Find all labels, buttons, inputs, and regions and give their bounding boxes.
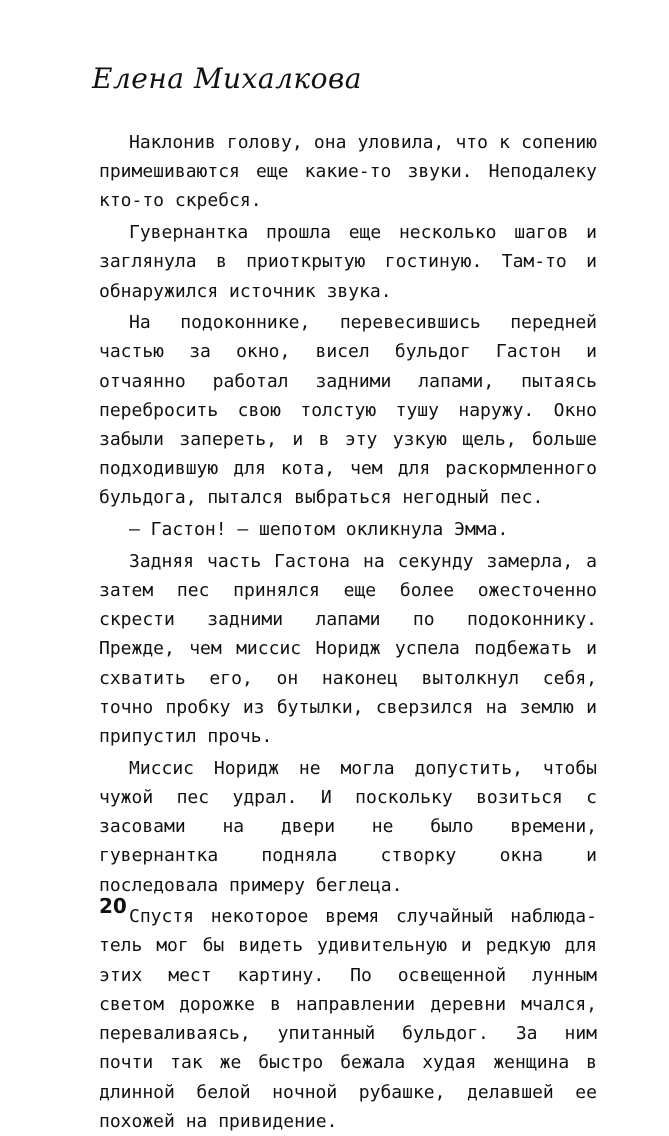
paragraph: — Гастон! — шепотом окликнула Эмма. [129, 519, 509, 541]
paragraph: Миссис Норидж не могла допустить, чтобы чужой пес удрал. И поскольку возиться с засовами на двери не было времени, гувернантка подняла створку окна и последовала примеру беглеца. [99, 757, 597, 896]
paragraph: Гувернантка прошла еще несколько шагов и заглянула в приоткрытую гостиную. Там-то и обнаружился источник звука. [99, 222, 597, 302]
page-number: 20 [99, 894, 127, 918]
paragraph: Наклонив голову, она уловила, что к сопению примешиваются еще какие-то звуки. Неподалеку кто-то скребся. [99, 132, 597, 212]
paragraph: Задняя часть Гастона на секунду замерла, а затем пес принялся еще более ожесточенно скрести задними лапами по подоконнику. Прежде, чем миссис Норидж успела подбежать и схватить его, он наконец вытолкнул себя, точно пробку из бутылки, сверзился на землю и припустил прочь. [99, 550, 597, 748]
paragraph: На подоконнике, перевесившись передней частью за окно, висел бульдог Гастон и отчаянно работал задними лапами, пытаясь перебросить свою толстую тушу наружу. Окно забыли запереть, и в эту узкую щель, больше подходившую для кота, чем для раскормленного бульдога, пытался выбраться негодный пес. [99, 312, 597, 509]
body-text [99, 128, 597, 1136]
paragraph: Спустя некоторое время случайный наблюдатель мог бы видеть удивительную и редкую для этих мест картину. По освещенной лунным светом дорожке в направлении деревни мчался, переваливаясь, упитанный бульдог. За ним почти так же быстро бежала худая женщина в длинной белой ночной рубашке, делавшей ее похожей на привидение. [99, 906, 597, 1132]
running-head-author: Елена Михалкова [92, 62, 362, 95]
